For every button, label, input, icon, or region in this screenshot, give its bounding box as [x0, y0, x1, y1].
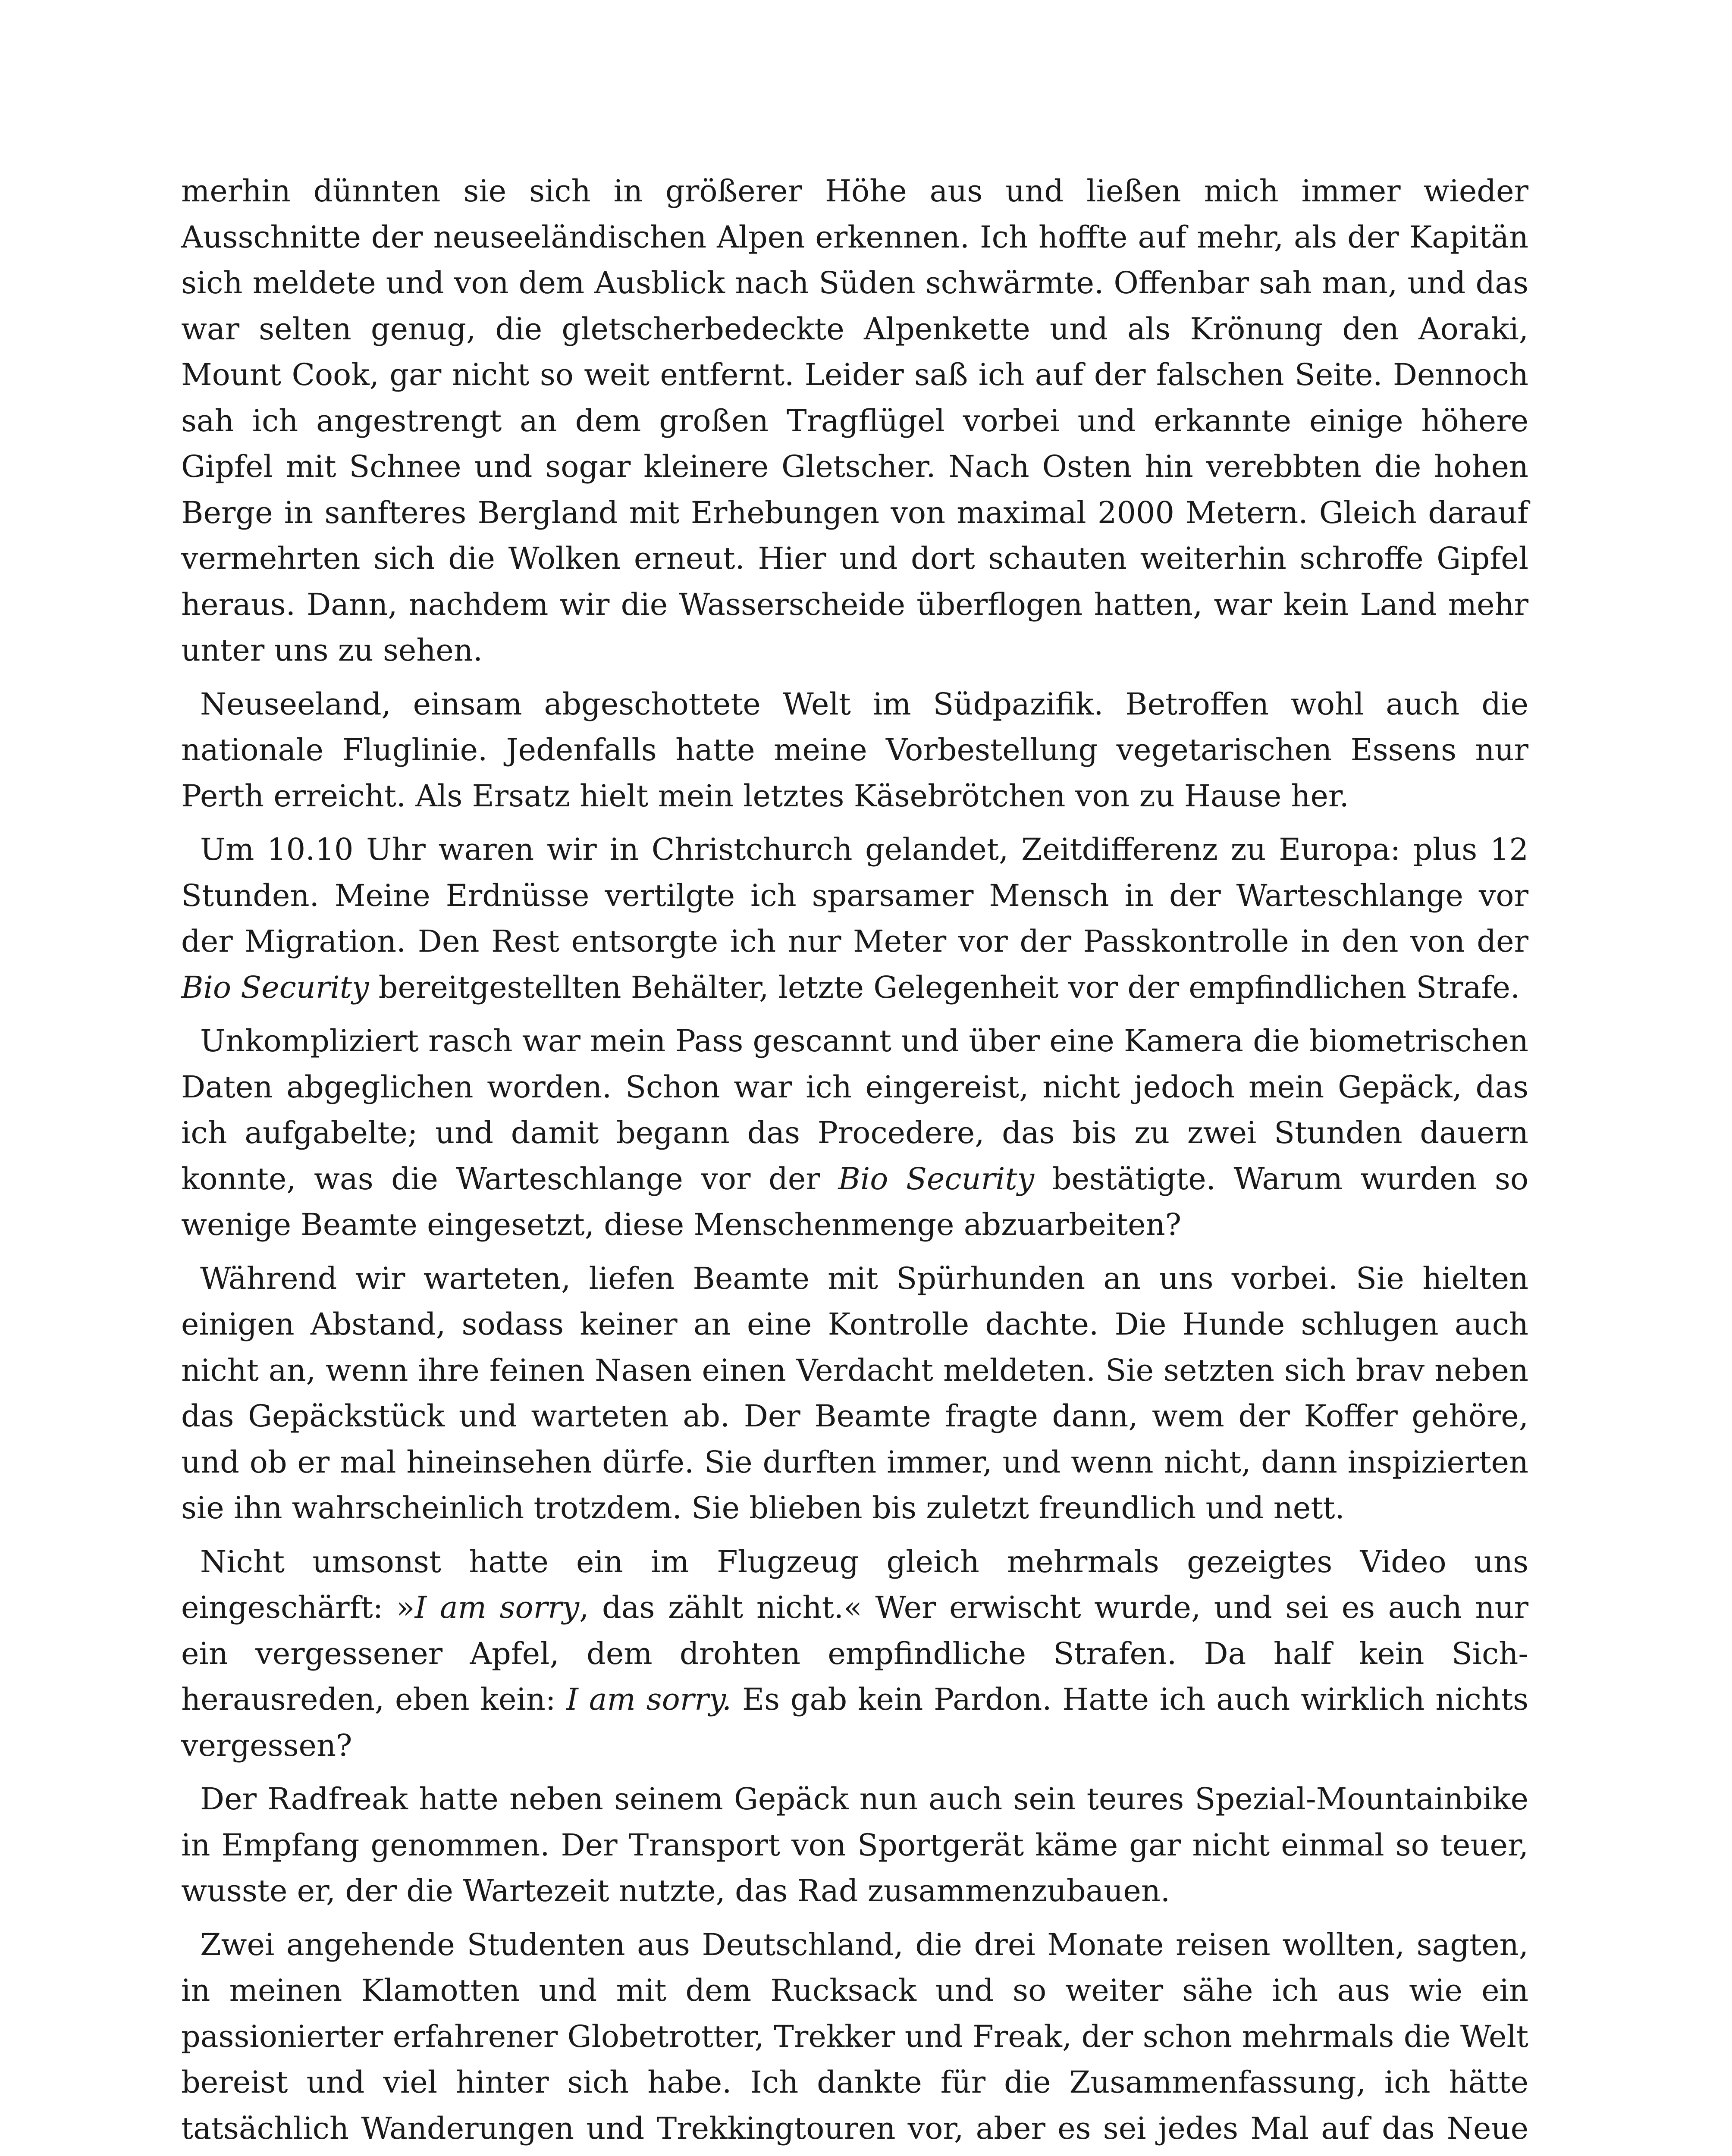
paragraph — [181, 168, 1528, 674]
text-segment: Es gab kein Pardon. Hatte ich auch wirklich nichts vergessen? — [181, 1682, 1529, 1763]
italic-term: I am sorry. — [566, 1682, 732, 1717]
paragraph — [181, 1922, 1528, 2156]
paragraph — [181, 1256, 1528, 1531]
paragraph — [181, 681, 1528, 819]
text-segment: , das zählt nicht.« Wer erwischt wurde, und sei es auch nur ein vergessener Apfel, dem drohten empfindliche Strafen. Da half kein Sich-herausreden, eben kein: — [181, 1590, 1528, 1717]
text-segment: Neuseeland, einsam abgeschottete Welt im Südpazifik. Betroffen wohl auch die nationale Fluglinie. Jedenfalls hatte meine Vorbestellung vegetarischen Essens nur Perth erreicht. Als Ersatz hielt mein letztes Käsebrötchen von zu Hause her. — [181, 686, 1528, 814]
italic-term: Bio Security — [181, 969, 369, 1005]
text-segment: Zwei angehende Studenten aus Deutschland, die drei Monate reisen wollten, sagten, in meinen Klamotten und mit dem Rucksack und so weiter sähe ich aus wie ein passionierter erfahrener Globetrotter, Trekker und Freak, der schon mehrmals die Welt bereist und viel hinter sich habe. Ich dankte für die Zusammenfassung, ich hätte tatsächlich Wanderungen und Trekkingtouren vor, aber es sei jedes Mal auf das Neue — [181, 1927, 1528, 2146]
text-segment: Um 10.10 Uhr waren wir in Christchurch gelandet, Zeitdifferenz zu Europa: plus 12 Stunden. Meine Erdnüsse vertilgte ich sparsamer Mensch in der Warteschlange vor der Migration. Den Rest entsorgte ich nur Meter vor der Passkontrolle in den von der — [181, 832, 1528, 959]
text-segment: Nicht umsonst hatte ein im Flugzeug gleich mehrmals gezeigtes Video uns eingeschärft: » — [181, 1544, 1528, 1625]
paragraph — [181, 1539, 1528, 1769]
paragraph — [181, 827, 1528, 1010]
text-segment: Während wir warteten, liefen Beamte mit Spürhunden an uns vorbei. Sie hielten einigen Abstand, sodass keiner an eine Kontrolle dachte. Die Hunde schlugen auch nicht an, wenn ihre feinen Nasen einen Verdacht meldeten. Sie setzten sich brav neben das Gepäckstück und warteten ab. Der Beamte fragte dann, wem der Koffer gehöre, und ob er mal hineinsehen dürfe. Sie durften immer, und wenn nicht, dann inspizierten sie ihn wahrscheinlich trotzdem. Sie blieben bis zuletzt freundlich und nett. — [181, 1260, 1528, 1526]
paragraph — [181, 1776, 1528, 1914]
text-segment: bestätigte. Warum wurden so wenige Beamte eingesetzt, diese Menschenmenge abzuarbeiten? — [181, 1161, 1529, 1242]
body-text — [181, 168, 1528, 2156]
text-segment: Unkompliziert rasch war mein Pass gescannt und über eine Kamera die biometrischen Daten abgeglichen worden. Schon war ich eingereist, nicht jedoch mein Gepäck, das ich aufgabelte; und damit begann das Procedere, das bis zu zwei Stunden dauern konnte, was die Warteschlange vor der — [181, 1023, 1528, 1197]
italic-term: Bio Security — [838, 1161, 1035, 1197]
text-segment: Der Radfreak hatte neben seinem Gepäck nun auch sein teures Spezial-Mountainbike in Empfang genommen. Der Transport von Sportgerät käme gar nicht einmal so teuer, wusste er, der die Wartezeit nutzte, das Rad zusammenzubauen. — [181, 1781, 1528, 1908]
text-segment: merhin dünnten sie sich in größerer Höhe aus und ließen mich immer wieder Ausschnitte der neuseeländischen Alpen erkennen. Ich hoffte auf mehr, als der Kapitän sich meldete und von dem Ausblick nach Süden schwärmte. Offenbar sah man, und das war selten genug, die gletscherbedeckte Alpenkette und als Krönung den Aoraki, Mount Cook, gar nicht so weit entfernt. Leider saß ich auf der falschen Seite. Dennoch sah ich angestrengt an dem großen Tragflügel vorbei und erkannte einige höhere Gipfel mit Schnee und sogar kleinere Gletscher. Nach Osten hin verebbten die hohen Berge in sanfteres Bergland mit Erhebungen von maximal 2000 Metern. Gleich darauf vermehrten sich die Wolken erneut. Hier und dort schauten weiterhin schroffe Gipfel heraus. Dann, nachdem wir die Wasserscheide überflogen hatten, war kein Land mehr unter uns zu sehen. — [181, 173, 1528, 668]
paragraph — [181, 1018, 1528, 1248]
italic-term: I am sorry — [414, 1590, 580, 1625]
text-segment: bereitgestellten Behälter, letzte Gelegenheit vor der empfindlichen Strafe. — [369, 969, 1520, 1005]
